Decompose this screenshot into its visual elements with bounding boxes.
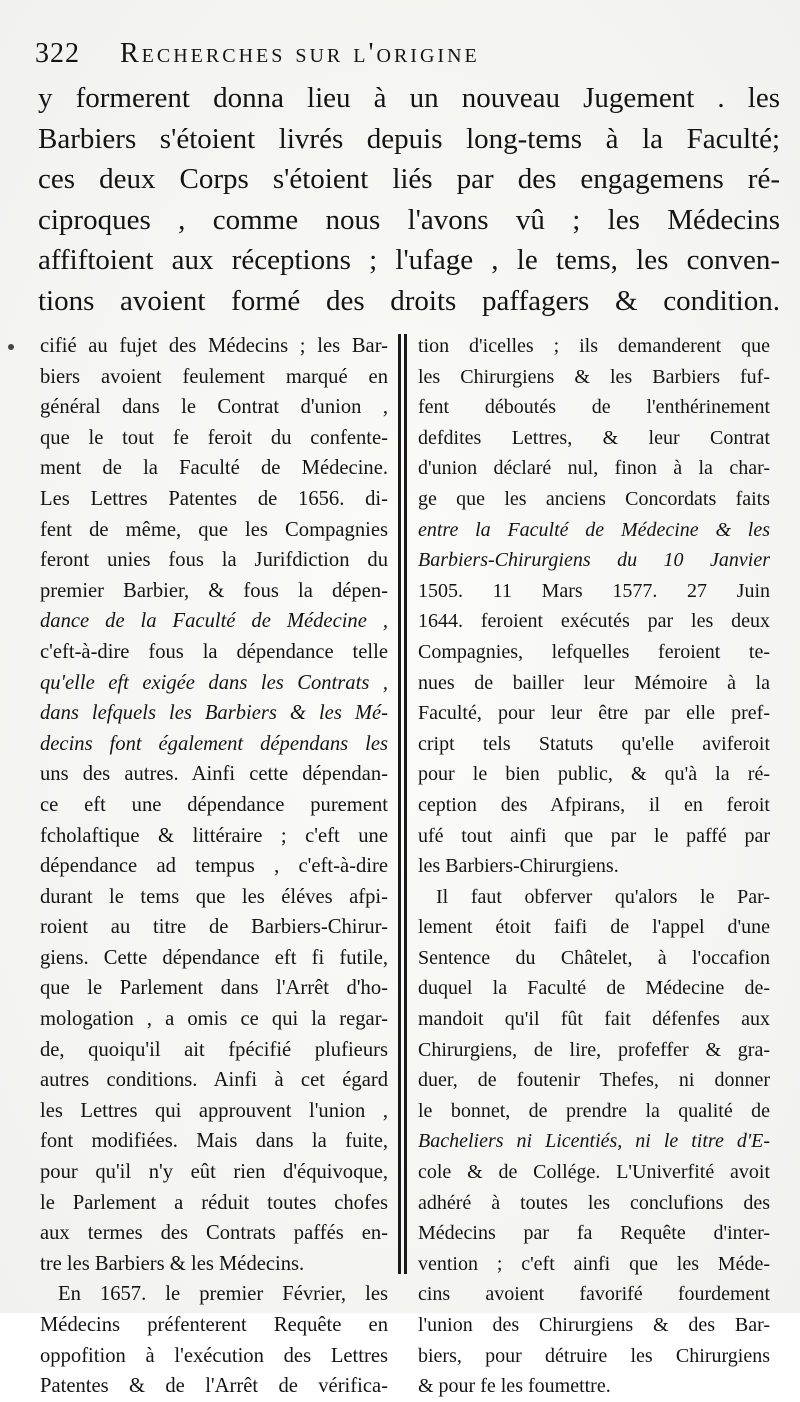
- left-column-line: Les Lettres Patentes de 1656. di-: [40, 487, 388, 510]
- right-column-line: duquel la Faculté de Médecine de-: [418, 977, 770, 1000]
- left-column-line: dance de la Faculté de Médecine ,: [40, 610, 388, 633]
- right-column-line: le bonnet, de prendre la qualité de: [418, 1099, 770, 1122]
- right-column-line: les Barbiers-Chirurgiens.: [418, 855, 619, 878]
- right-column-line: l'union des Chirurgiens & des Bar-: [418, 1314, 770, 1336]
- left-column-line: ce eft une dépendance purement: [40, 793, 388, 816]
- top-line: Barbiers s'étoient livrés depuis long-tems à la Faculté;: [38, 122, 780, 155]
- left-column-line: qu'elle eft exigée dans les Contrats ,: [40, 671, 388, 694]
- left-column-line: Patentes & de l'Arrêt de vérifica-: [40, 1375, 388, 1398]
- left-column-line: tre les Barbiers & les Médecins.: [40, 1252, 305, 1275]
- left-column-line: de, quoiqu'il ait fpécifié plufieurs: [40, 1038, 388, 1061]
- column-rule: [404, 334, 407, 1274]
- page-header: [35, 38, 775, 78]
- left-column-line: cifié au fujet des Médecins ; les Bar-: [40, 335, 388, 357]
- right-column-line: ception des Afpirans, il en feroit: [418, 793, 770, 816]
- right-column-line: duer, de foutenir Thefes, ni donner: [418, 1069, 770, 1092]
- left-column-line: les Lettres qui approuvent l'union ,: [40, 1099, 388, 1122]
- left-column-line: premier Barbier, & fous la dépen-: [40, 579, 388, 602]
- left-column-line: decins font également dépendans les: [40, 732, 388, 755]
- left-column-line: roient au titre de Barbiers-Chirur-: [40, 916, 388, 939]
- right-column-line: Barbiers-Chirurgiens du 10 Janvier: [418, 549, 770, 572]
- top-line: y formerent donna lieu à un nouveau Jugement . les: [38, 82, 780, 114]
- page-number: 322: [35, 38, 80, 69]
- left-column-line: fent de même, que les Compagnies: [40, 518, 388, 541]
- right-column-line: cins avoient favorifé fourdement: [418, 1283, 770, 1306]
- running-title: Recherches sur l'origine: [120, 38, 480, 69]
- right-column-line: entre la Faculté de Médecine & les: [418, 518, 770, 541]
- right-column-line: pour le bien public, & qu'à la ré-: [418, 763, 770, 786]
- top-paragraph: [38, 78, 780, 321]
- right-column-line: Compagnies, lefquelles feroient te-: [418, 640, 770, 663]
- left-column-line: c'eft-à-dire fous la dépendance telle: [40, 640, 388, 663]
- right-column-line: ge que les anciens Concordats faits: [418, 487, 770, 510]
- left-column-line: mologation , a omis ce qui la regar-: [40, 1008, 388, 1031]
- right-column-line: & pour fe les foumettre.: [418, 1375, 611, 1398]
- left-column-line: oppofition à l'exécution des Lettres: [40, 1344, 388, 1367]
- right-column-line: Sentence du Châtelet, à l'occafion: [418, 946, 770, 969]
- right-column-line: defdites Lettres, & leur Contrat: [418, 426, 770, 449]
- top-line: ciproques , comme nous l'avons vû ; les Médecins: [38, 203, 780, 236]
- right-column-line: fent déboutés de l'enthérinement: [418, 396, 770, 419]
- right-column-line: Médecins par fa Requête d'inter-: [418, 1222, 770, 1245]
- top-line: tions avoient formé des droits paffagers & condition.: [38, 284, 780, 317]
- left-column-line: général dans le Contrat d'union ,: [40, 396, 388, 419]
- left-column-line: aux termes des Contrats paffés en-: [40, 1222, 388, 1245]
- column-rule: [398, 334, 401, 1274]
- left-column-line: dépendance ad tempus , c'eft-à-dire: [40, 855, 388, 878]
- right-column-line: cole & de Collége. L'Univerfité avoit: [418, 1161, 770, 1184]
- left-column-line: ment de la Faculté de Médecine.: [40, 457, 388, 480]
- right-column-line: ufé tout ainfi que par le paffé par: [418, 824, 770, 847]
- left-column-line: feront unies fous la Jurifdiction du: [40, 549, 388, 572]
- right-column-line: adhéré à toutes les conclufions des: [418, 1191, 770, 1214]
- right-column-line: 1644. feroient exécutés par les deux: [418, 610, 770, 633]
- left-column-line: que le tout fe feroit du confente-: [40, 426, 388, 449]
- right-column-line: biers, pour détruire les Chirurgiens: [418, 1344, 770, 1367]
- right-column-line: lement étoit faifi de l'appel d'une: [418, 916, 770, 939]
- left-column-line: durant le tems que les éléves afpi-: [40, 885, 388, 908]
- right-column-line: les Chirurgiens & les Barbiers fuf-: [418, 365, 770, 388]
- left-column-line: biers avoient feulement marqué en: [40, 365, 388, 388]
- left-column: [40, 331, 388, 1402]
- right-column-line: tion d'icelles ; ils demanderent que: [418, 335, 770, 357]
- left-column-line: le Parlement a réduit toutes chofes: [40, 1191, 388, 1214]
- left-column-line: Médecins préfenterent Requête en: [40, 1314, 388, 1336]
- top-line: ces deux Corps s'étoient liés par des engagemens ré-: [38, 163, 780, 195]
- left-column-line: En 1657. le premier Février, les: [58, 1283, 388, 1306]
- right-column: [418, 331, 770, 1402]
- right-column-line: Faculté, pour leur être par elle pref-: [418, 702, 770, 725]
- top-line: affiftoient aux réceptions ; l'ufage , le tems, les conven-: [38, 244, 780, 276]
- left-column-line: fcholaftique & littéraire ; c'eft une: [40, 824, 388, 847]
- left-column-line: font modifiées. Mais dans la fuite,: [40, 1130, 388, 1153]
- right-column-line: mandoit qu'il fût fait défenfes aux: [418, 1008, 770, 1031]
- left-column-line: giens. Cette dépendance eft fi futile,: [40, 946, 388, 969]
- right-column-line: cript tels Statuts qu'elle aviferoit: [418, 732, 770, 755]
- right-column-line: d'union déclaré nul, finon à la char-: [418, 457, 770, 480]
- right-column-line: Bacheliers ni Licentiés, ni le titre d'E-: [418, 1130, 770, 1153]
- left-column-line: pour qu'il n'y eût rien d'équivoque,: [40, 1161, 388, 1184]
- margin-mark: [8, 344, 14, 350]
- right-column-line: 1505. 11 Mars 1577. 27 Juin: [418, 579, 770, 602]
- right-column-line: vention ; c'eft ainfi que les Méde-: [418, 1252, 770, 1275]
- right-column-line: nues de bailler leur Mémoire à la: [418, 671, 770, 694]
- left-column-line: dans lefquels les Barbiers & les Mé-: [40, 702, 388, 725]
- right-column-line: Chirurgiens, de lire, profeffer & gra-: [418, 1038, 770, 1061]
- right-column-line: Il faut obferver qu'alors le Par-: [436, 885, 770, 908]
- left-column-line: autres conditions. Ainfi à cet égard: [40, 1069, 388, 1092]
- left-column-line: que le Parlement dans l'Arrêt d'ho-: [40, 977, 388, 1000]
- left-column-line: uns des autres. Ainfi cette dépendan-: [40, 763, 388, 786]
